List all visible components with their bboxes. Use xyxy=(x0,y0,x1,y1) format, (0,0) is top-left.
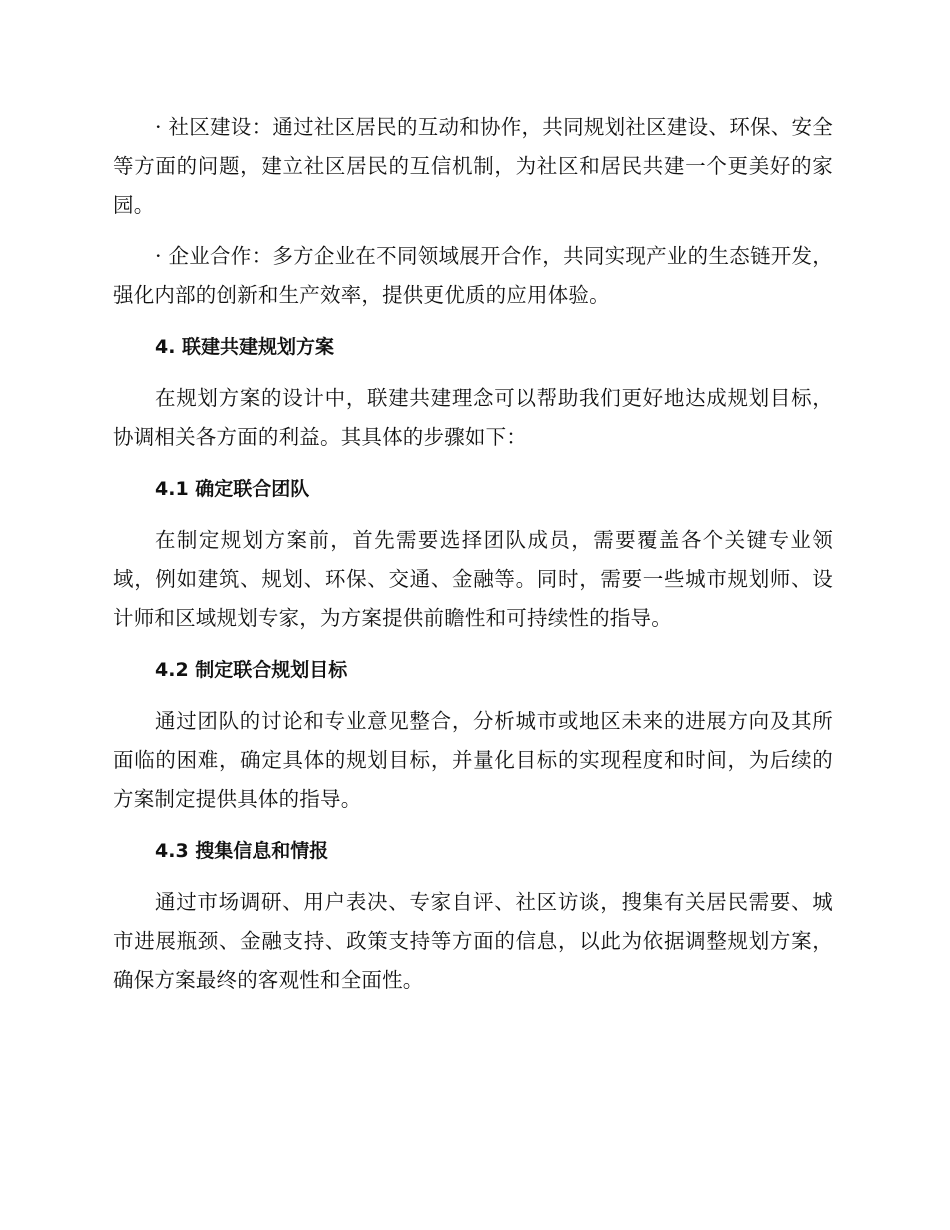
paragraph-4-2: 通过团队的讨论和专业意见整合，分析城市或地区未来的进展方向及其所面临的困难，确定具体的规划目标，并量化目标的实现程度和时间，为后续的方案制定提供具体的指导。 xyxy=(113,709,833,811)
section-4-intro: 在规划方案的设计中，联建共建理念可以帮助我们更好地达成规划目标，协调相关各方面的利益。其具体的步骤如下： xyxy=(113,386,833,449)
paragraph-4-1: 在制定规划方案前，首先需要选择团队成员，需要覆盖各个关键专业领域，例如建筑、规划、环保、交通、金融等。同时，需要一些城市规划师、设计师和区域规划专家，为方案提供前瞻性和可持续性的指导。 xyxy=(113,528,833,630)
document-body xyxy=(113,108,833,1012)
section-heading-4: 4. 联建共建规划方案 xyxy=(155,336,335,358)
subheading-4-3: 4.3 搜集信息和情报 xyxy=(155,840,329,862)
subheading-4-2: 4.2 制定联合规划目标 xyxy=(155,659,348,681)
subheading-4-1: 4.1 确定联合团队 xyxy=(155,478,310,500)
bullet-community-building: · 社区建设：通过社区居民的互动和协作，共同规划社区建设、环保、安全等方面的问题，建立社区居民的互信机制，为社区和居民共建一个更美好的家园。 xyxy=(113,115,833,217)
bullet-enterprise-cooperation: · 企业合作：多方企业在不同领域展开合作，共同实现产业的生态链开发，强化内部的创新和生产效率，提供更优质的应用体验。 xyxy=(113,244,833,307)
paragraph-4-3: 通过市场调研、用户表决、专家自评、社区访谈，搜集有关居民需要、城市进展瓶颈、金融支持、政策支持等方面的信息，以此为依据调整规划方案，确保方案最终的客观性和全面性。 xyxy=(113,890,833,992)
